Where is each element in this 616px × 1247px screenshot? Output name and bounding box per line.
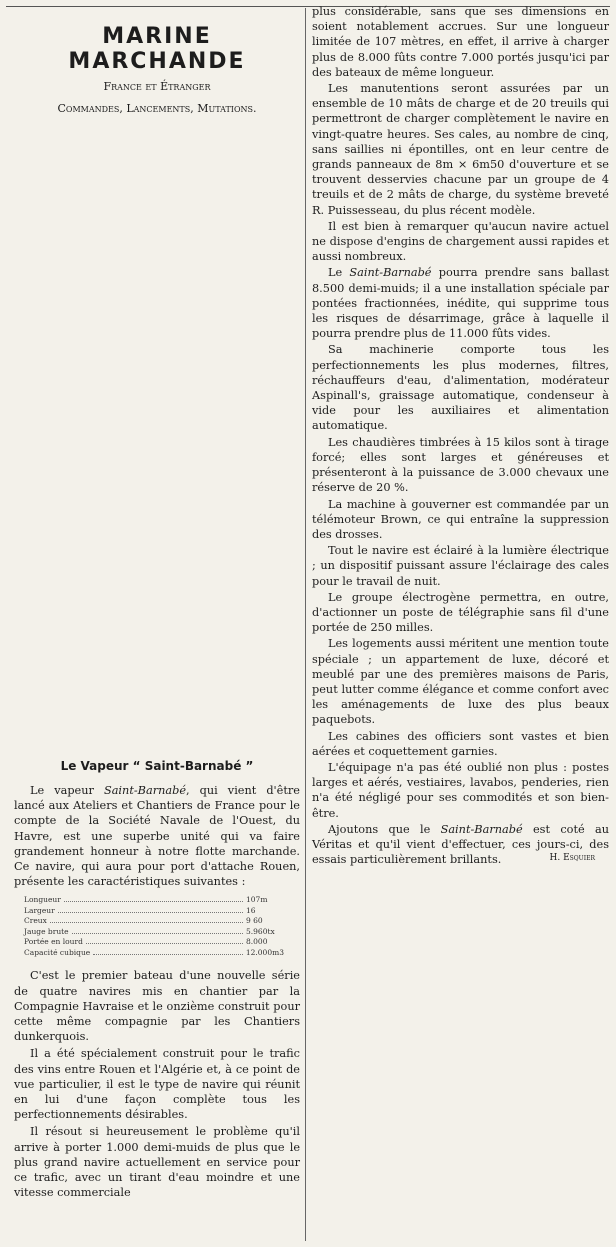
ship-name: Saint-Barnabé <box>103 784 187 797</box>
paragraph: L'équipage n'a pas été oublié non plus : postes larges et aérés, vestiaires, lavabos, penderies, rien n'a été négligé pour ses commodités et son bien-être. <box>312 760 609 820</box>
author-signature: H. Esquier <box>549 853 595 864</box>
right-column <box>312 4 609 867</box>
paragraph: Sa machinerie comporte tous les perfectionnements les plus modernes, filtres, réchauffeurs d'eau, d'alimentation, modérateur Aspinall's, graissage automatique, condenseur à vide pour les auxiliaires et alimentation automatique. <box>312 343 609 433</box>
section-rubric: Commandes, Lancements, Mutations. <box>57 102 257 115</box>
paragraph: Il a été spécialement construit pour le trafic des vins entre Rouen et l'Algérie et, à ce point de vue particulier, il est le type de navire qui réunit en lui d'une façon complète tous les perfectionnements désirables. <box>14 1047 300 1122</box>
paragraph: Le Saint-Barnabé pourra prendre sans ballast 8.500 demi-muids; il a une installation spéciale par pontées fractionnées, inédite, qui supprime tous les risques de désarrimage, grâce à laquelle il pourra prendre plus de 11.000 fûts vides. <box>312 266 609 341</box>
article-title: Le Vapeur “ Saint-Barnabé ” <box>60 759 254 773</box>
column-divider <box>305 8 306 1241</box>
ship-name: Saint-Barnabé <box>349 266 432 280</box>
paragraph: Ajoutons que le Saint-Barnabé est coté au Véritas et qu'il vient d'effectuer, ces jours-ci, des essais particulièrement brillants. <box>312 822 609 867</box>
paragraph-continuation: plus considérable, sans que ses dimensions en soient notablement accrues. Sur une longueur limitée de 107 mètres, en effet, il arrive à charger plus de 8.000 fûts contre 7.000 portés jusqu'ici par des bateaux de même longueur. <box>312 5 609 79</box>
article-start <box>14 759 300 1202</box>
spec-row: Longueur 107m <box>24 895 268 905</box>
ship-name: Saint-Barnabé <box>440 822 523 836</box>
spec-row: Capacité cubique 12.000m3 <box>24 947 284 957</box>
section-title: MARINE MARCHANDE <box>68 24 246 74</box>
paragraph: Il résout si heureusement le problème qu'il arrive à porter 1.000 demi-muids de plus que le plus grand navire actuellement en service pour ce trafic, avec un tirant d'eau moindre et une vitesse commerciale <box>14 1125 300 1200</box>
paragraph: Tout le navire est éclairé à la lumière électrique ; un dispositif puissant assure l'éclairage des cales pour le travail de nuit. <box>312 544 609 588</box>
spec-row: Portée en lourd 8.000 <box>24 937 268 947</box>
paragraph: Les manutentions seront assurées par un ensemble de 10 mâts de charge et de 20 treuils qui permettront de charger complètement le navire en vingt-quatre heures. Ses cales, au nombre de cinq, sans saillies ni épontilles, ont en leur centre de grands panneaux de 8m × 6m50 d'ouverture et se trouvent desservies chacune par un groupe de 4 treuils et de 2 mâts de charge, du système breveté R. Puissesseau, du plus récent modèle. <box>312 82 609 217</box>
spec-row: Largeur 16 <box>24 905 256 915</box>
paragraph: La machine à gouverner est commandée par un télémoteur Brown, ce qui entraîne la suppression des drosses. <box>312 497 609 541</box>
left-column <box>14 14 300 1242</box>
paragraph: Le groupe électrogène permettra, en outre, d'actionner un poste de télégraphie sans fil d'une portée de 250 milles. <box>312 590 609 635</box>
specs-table <box>24 895 284 958</box>
spec-row: Jauge brute 5.960tx <box>24 926 275 936</box>
section-subtitle: France et Étranger <box>103 80 211 93</box>
paragraph: C'est le premier bateau d'une nouvelle série de quatre navires mis en chantier par la Compagnie Havraise et le onzième construit pour cette même compagnie par les Chantiers dunkerquois. <box>14 969 300 1044</box>
masthead <box>14 24 300 115</box>
paragraph: Les chaudières timbrées à 15 kilos sont à tirage forcé; elles sont larges et généreuses et présenteront à la puissance de 3.000 chevaux une réserve de 20 %. <box>312 435 609 495</box>
paragraph: Les cabines des officiers sont vastes et bien aérées et coquettement garnies. <box>312 729 609 758</box>
article-intro: Le vapeur Saint-Barnabé, qui vient d'être lancé aux Ateliers et Chantiers de France pour le compte de la Société Navale de l'Ouest, du Havre, est une superbe unité qui va faire grandement honneur à notre flotte marchande. Ce navire, qui aura pour port d'attache Rouen, présente les caractéristiques suivantes : <box>14 784 300 889</box>
paragraph: Les logements aussi méritent une mention toute spéciale ; un appartement de luxe, décoré et meublé par une des premières maisons de Paris, peut lutter comme élégance et comme confort avec les aménagements de luxe des plus beaux paquebots. <box>312 637 609 727</box>
spec-row: Creux 9 60 <box>24 916 263 926</box>
paragraph: Il est bien à remarquer qu'aucun navire actuel ne dispose d'engins de chargement aussi rapides et aussi nombreux. <box>312 219 609 264</box>
